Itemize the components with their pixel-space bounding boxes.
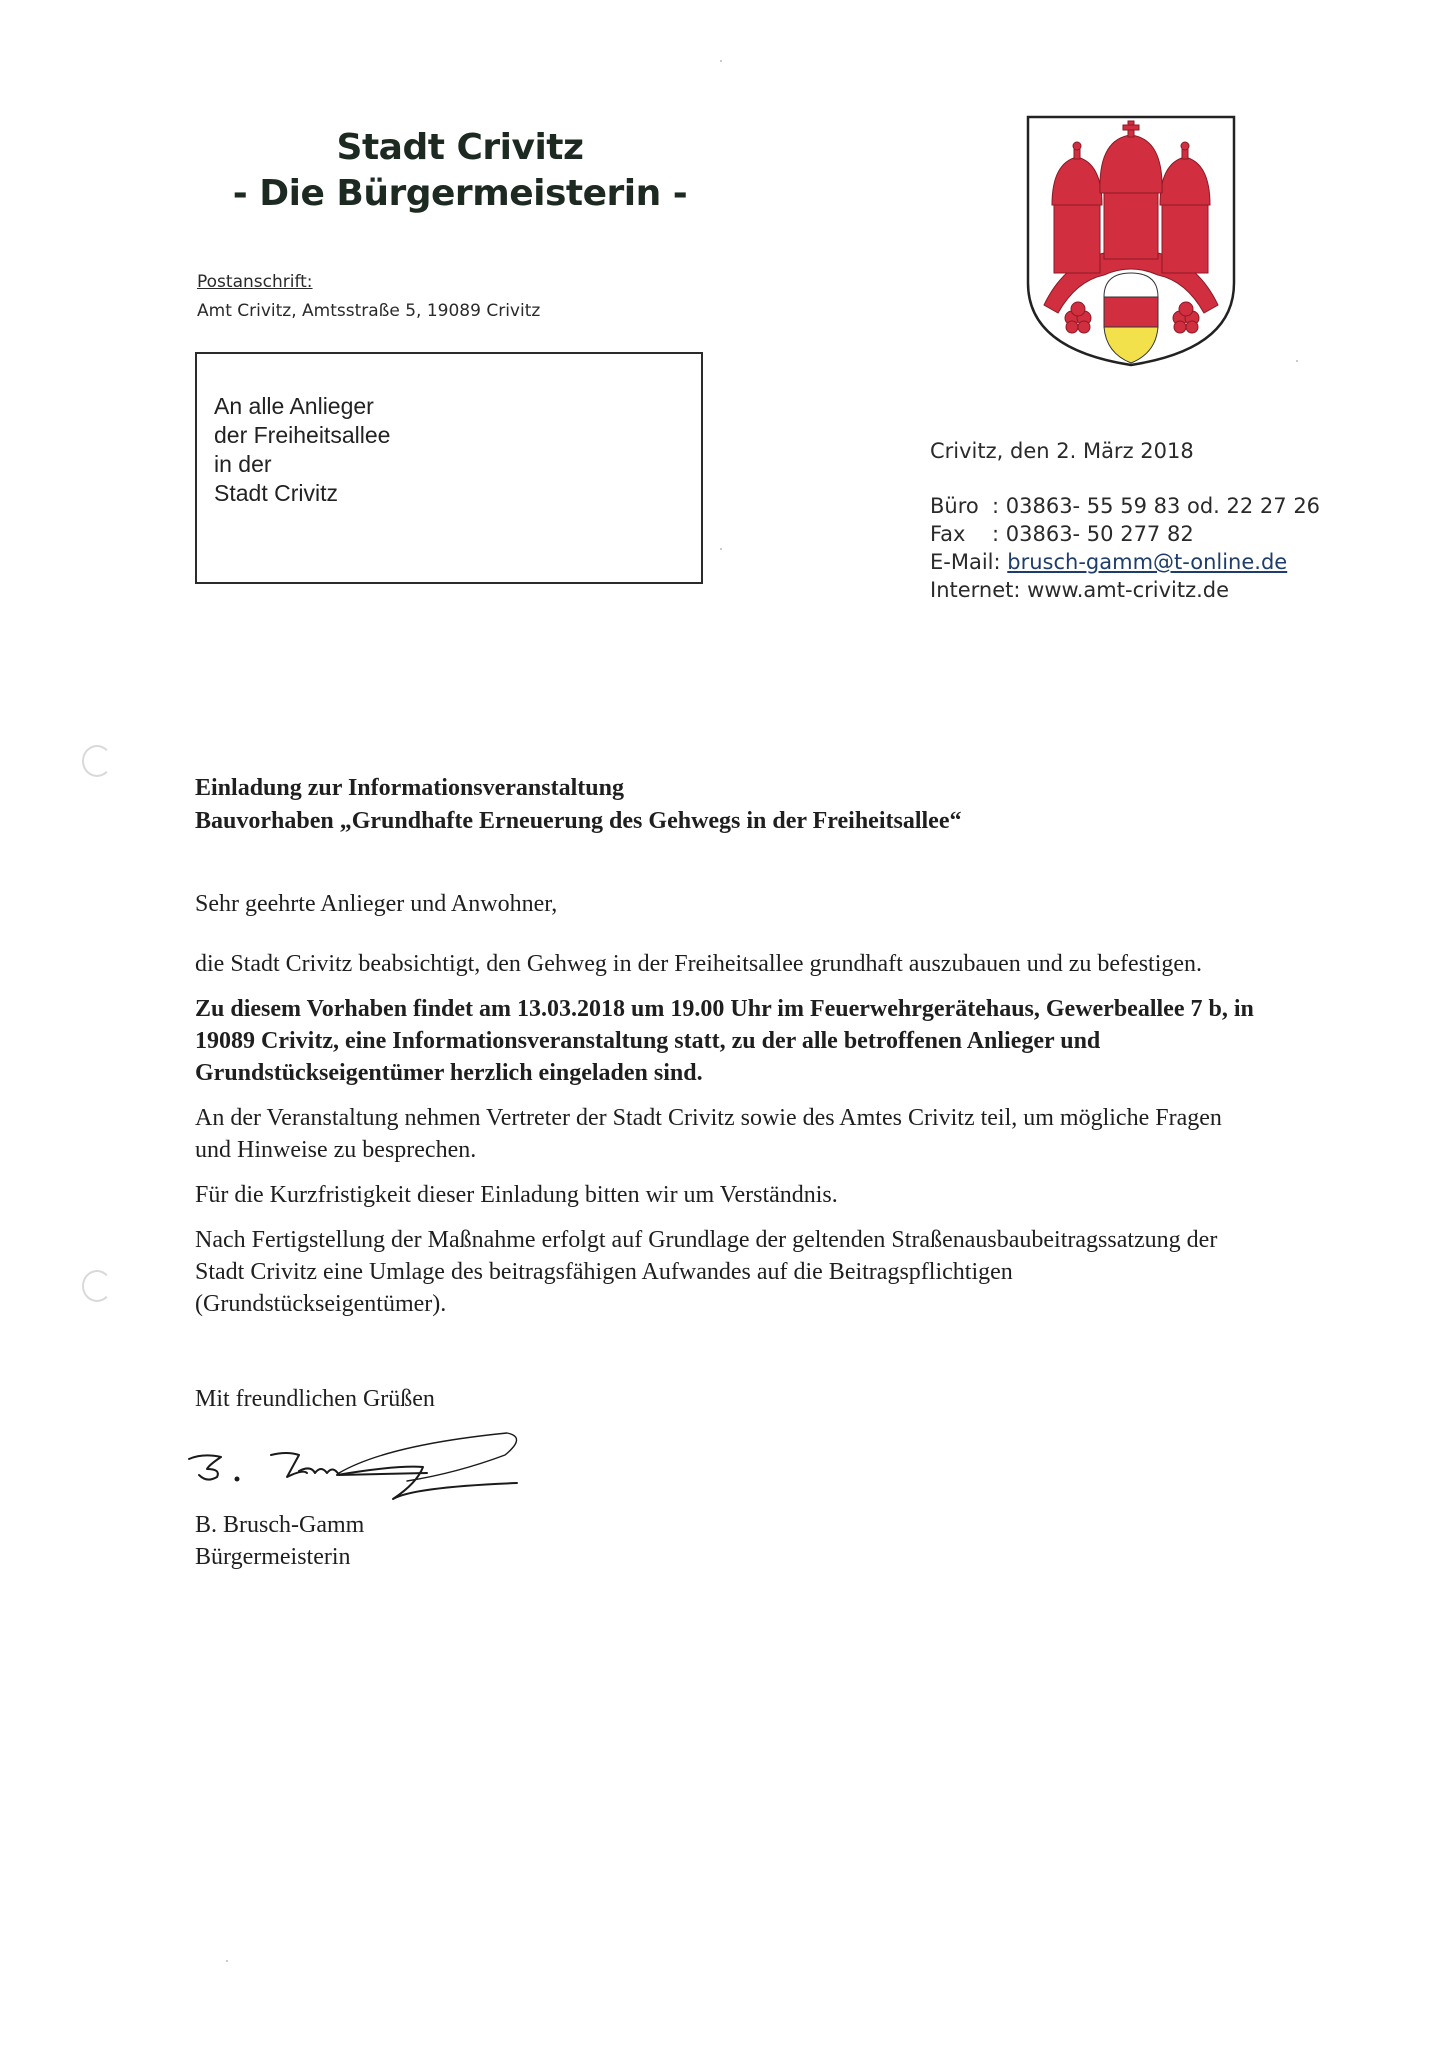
org-line-1: Stadt Crivitz [336, 127, 584, 168]
scan-speck [720, 548, 722, 550]
fax-label: Fax [930, 522, 966, 546]
organization-name [180, 125, 740, 217]
office-phone: : 03863- 55 59 83 od. 22 27 26 [992, 494, 1321, 518]
letter-date: Crivitz, den 2. März 2018 [930, 439, 1194, 463]
subject-line-2: Bauvorhaben „Grundhafte Erneuerung des Gehwegs in der Freiheitsallee“ [195, 808, 962, 834]
right-tower-body [1162, 203, 1208, 273]
recipient-line: An alle Anlieger [214, 393, 374, 419]
punch-hole-mark [82, 745, 112, 777]
scan-speck [226, 1960, 228, 1962]
left-tower-body [1054, 203, 1100, 273]
handwritten-signature-icon [187, 1425, 527, 1535]
web-label: Internet: [930, 578, 1021, 602]
signature-area [195, 1439, 1255, 1509]
paragraph-event-details: Zu diesem Vorhaben findet am 13.03.2018 um 19.00 Uhr im Feuerwehrgerätehaus, Gewerbeallee 7 b, in 19089 Crivitz, eine Informationsveranstaltung statt, zu der alle betroffenen Anlieger und Grundstückseigentümer herzlich eingeladen sind. [195, 996, 1254, 1086]
recipient-line: Stadt Crivitz [214, 480, 338, 506]
paragraph-intent: die Stadt Crivitz beabsichtigt, den Gehweg in der Freiheitsallee grundhaft auszubauen und zu befestigen. [195, 951, 1203, 977]
punch-hole-mark [82, 1270, 112, 1302]
office-label: Büro [930, 494, 979, 518]
signer-name: B. Brusch-Gamm [195, 1512, 365, 1538]
letter-body [195, 772, 1255, 1573]
salutation: Sehr geehrte Anlieger und Anwohner, [195, 891, 558, 917]
postal-label: Postanschrift: [197, 272, 313, 292]
inescutcheon-red [1104, 297, 1158, 327]
paragraph-apology: Für die Kurzfristigkeit dieser Einladung bitten wir um Verständnis. [195, 1182, 838, 1208]
recipient-address [214, 392, 390, 508]
email-link[interactable]: brusch-gamm@t-online.de [1007, 550, 1288, 574]
org-line-2: - Die Bürgermeisterin - [232, 173, 688, 214]
scan-speck [1296, 360, 1298, 362]
subject-block [195, 772, 1255, 838]
paragraph-attendees: An der Veranstaltung nehmen Vertreter der Stadt Crivitz sowie des Amtes Crivitz teil, um mögliche Fragen und Hinweise zu besprechen. [195, 1105, 1222, 1163]
postal-address: Amt Crivitz, Amtsstraße 5, 19089 Crivitz [197, 301, 541, 321]
web-row [930, 576, 1320, 604]
closing-greeting: Mit freundlichen Grüßen [195, 1386, 435, 1412]
email-label: E-Mail: [930, 550, 1001, 574]
contact-block [930, 437, 1320, 604]
paragraph-levy: Nach Fertigstellung der Maßnahme erfolgt auf Grundlage der geltenden Straßenausbaubeitragssatzung der Stadt Crivitz eine Umlage des beitragsfähigen Aufwandes auf die Beitragspflichtigen (Grundstückseigentümer). [195, 1227, 1218, 1317]
scan-speck [720, 60, 722, 62]
signer-title: Bürgermeisterin [195, 1544, 351, 1570]
subject-line-1: Einladung zur Informationsveranstaltung [195, 775, 624, 801]
fax-row [930, 520, 1320, 548]
fax-number: : 03863- 50 277 82 [992, 522, 1194, 546]
email-row [930, 548, 1320, 576]
recipient-line: der Freiheitsallee [214, 422, 391, 448]
postal-address-block [197, 268, 540, 326]
coat-of-arms-icon [1024, 113, 1238, 369]
web-address: www.amt-crivitz.de [1027, 578, 1230, 602]
recipient-line: in der [214, 451, 272, 477]
center-tower-body [1104, 189, 1158, 259]
office-phone-row [930, 492, 1320, 520]
